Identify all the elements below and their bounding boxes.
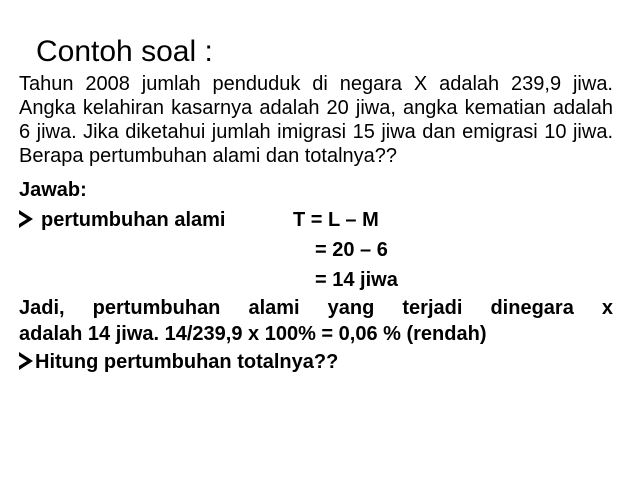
conclusion-line-2: adalah 14 jiwa. 14/239,9 x 100% = 0,06 % (rendah) xyxy=(19,323,487,345)
formula-row-2 xyxy=(19,235,613,265)
arrow-bullet-icon xyxy=(19,210,33,228)
conclusion-line-1: Jadi, pertumbuhan alami yang terjadi dinegara x xyxy=(19,297,613,319)
arrow-bullet-icon xyxy=(19,352,33,370)
bullet-text: Hitung pertumbuhan totalnya?? xyxy=(35,351,339,373)
bullet-item-total-growth xyxy=(19,347,613,377)
bullet-item-natural-growth xyxy=(19,205,613,235)
bullet-label: pertumbuhan alami xyxy=(41,209,226,231)
slide-title: Contoh soal : xyxy=(36,35,213,68)
formula-line-1: T = L – M xyxy=(293,209,379,231)
formula-row-3 xyxy=(19,265,613,295)
answer-label: Jawab: xyxy=(19,179,87,201)
slide-body xyxy=(19,72,613,377)
problem-text: Tahun 2008 jumlah penduduk di negara X adalah 239,9 jiwa. Angka kelahiran kasarnya adalah 20 jiwa, angka kematian adalah 6 jiwa. Jika diketahui jumlah imigrasi 15 jiwa dan emigrasi 10 jiwa. Berapa pertumbuhan alami dan totalnya?? xyxy=(19,73,613,167)
formula-line-3: = 14 jiwa xyxy=(315,269,398,291)
formula-line-2: = 20 – 6 xyxy=(315,239,388,261)
